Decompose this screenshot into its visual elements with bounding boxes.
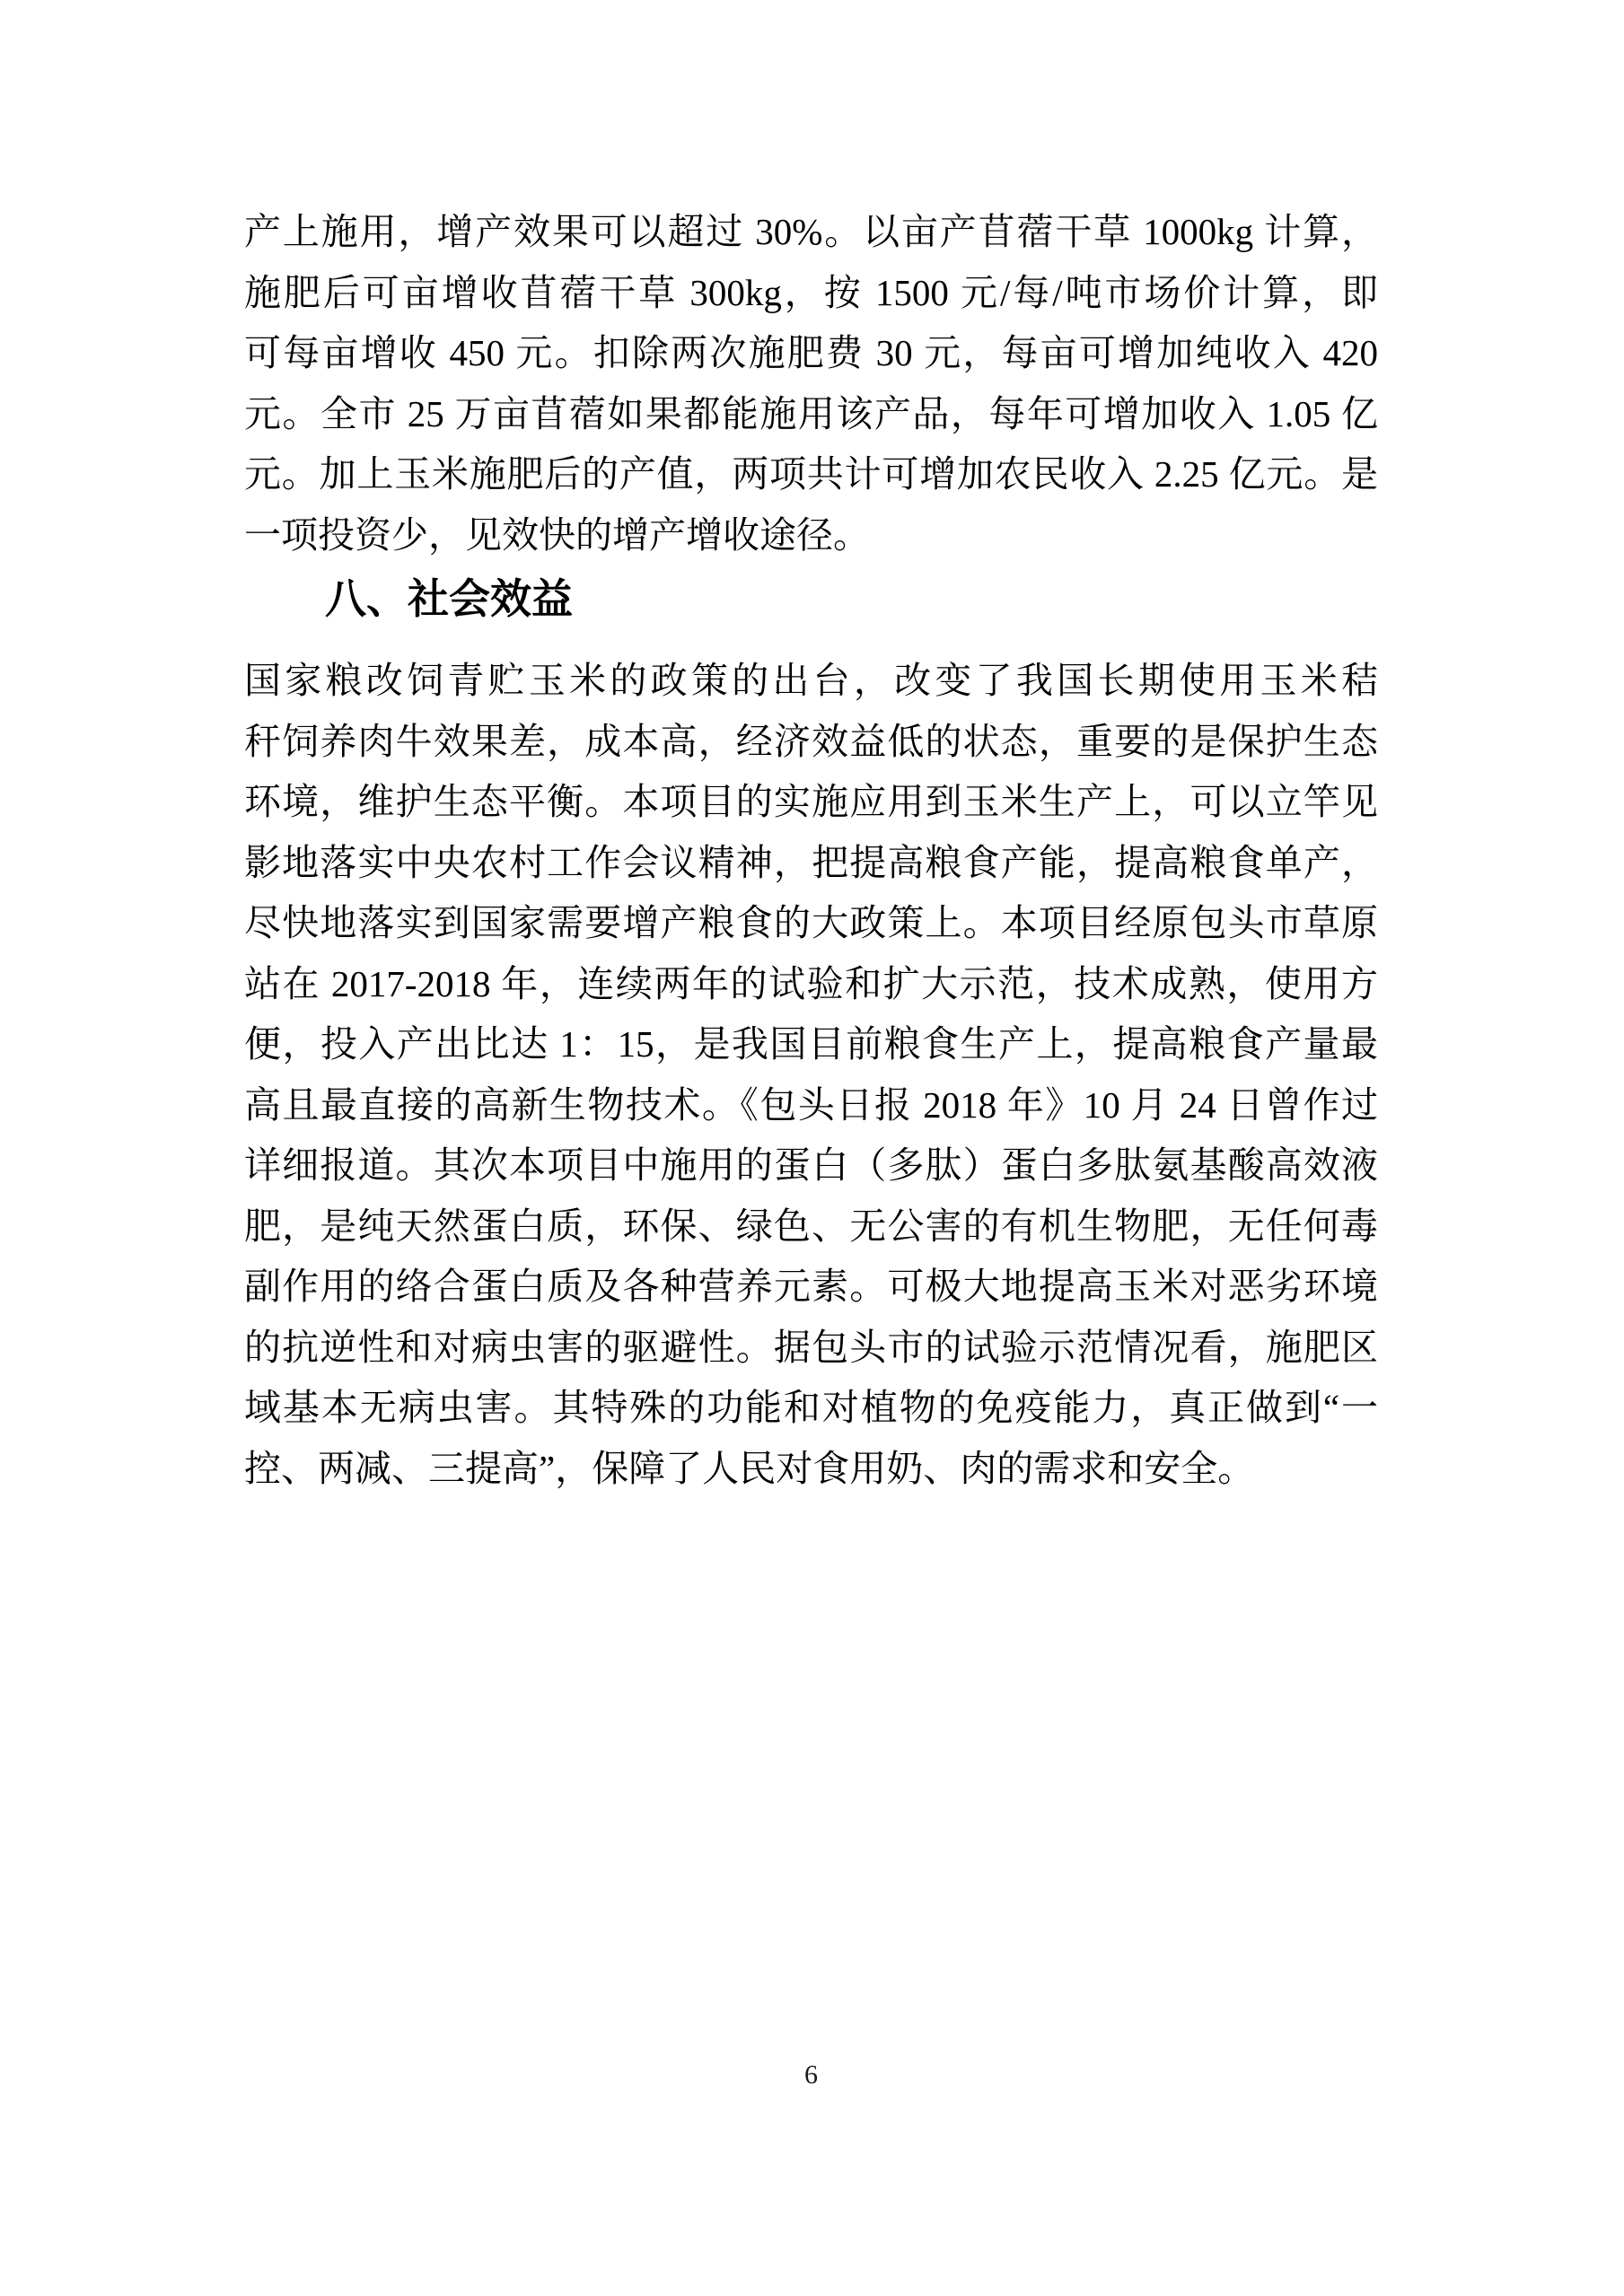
body-line: 环境，维护生态平衡。本项目的实施应用到玉米生产上，可以立竿见: [244, 781, 1378, 822]
page-number: 6: [804, 2060, 818, 2090]
paragraph-social-benefit: [244, 651, 1378, 1499]
body-line: 一项投资少，见效快的增产增收途径。: [244, 513, 870, 556]
body-line: 产上施用，增产效果可以超过 30%。以亩产苜蓿干草 1000kg 计算，: [244, 211, 1378, 252]
body-line: 可每亩增收 450 元。扣除两次施肥费 30 元，每亩可增加纯收入 420: [244, 332, 1378, 373]
body-line: 影地落实中央农村工作会议精神，把提高粮食产能，提高粮食单产，: [244, 841, 1378, 883]
body-line: 详细报道。其次本项目中施用的蛋白（多肽）蛋白多肽氨基酸高效液: [244, 1144, 1378, 1186]
body-line: 便，投入产出比达 1：15，是我国目前粮食生产上，提高粮食产量最: [244, 1023, 1378, 1065]
paragraph-economic-benefit: [244, 202, 1378, 565]
body-line: 的抗逆性和对病虫害的驱避性。据包头市的试验示范情况看，施肥区: [244, 1326, 1378, 1368]
body-line: 元。加上玉米施肥后的产值，两项共计可增加农民收入 2.25 亿元。是: [244, 453, 1378, 495]
body-line: 国家粮改饲青贮玉米的政策的出台，改变了我国长期使用玉米秸: [244, 660, 1378, 701]
body-line: 秆饲养肉牛效果差，成本高，经济效益低的状态，重要的是保护生态: [244, 720, 1378, 762]
body-line: 肥，是纯天然蛋白质，环保、绿色、无公害的有机生物肥，无任何毒: [244, 1205, 1378, 1247]
body-line: 副作用的络合蛋白质及各种营养元素。可极大地提高玉米对恶劣环境: [244, 1266, 1378, 1307]
body-line: 元。全市 25 万亩苜蓿如果都能施用该产品，每年可增加收入 1.05 亿: [244, 392, 1378, 434]
body-line: 站在 2017-2018 年，连续两年的试验和扩大示范，技术成熟，使用方: [244, 962, 1378, 1004]
text-block: [244, 202, 1378, 1499]
body-line: 施肥后可亩增收苜蓿干草 300kg，按 1500 元/每/吨市场价计算，即: [244, 271, 1378, 313]
body-line: 高且最直接的高新生物技术。《包头日报 2018 年》10 月 24 日曾作过: [244, 1083, 1378, 1126]
section-heading: 八、社会效益: [325, 576, 573, 622]
body-line: 控、两减、三提高”，保障了人民对食用奶、肉的需求和安全。: [244, 1447, 1255, 1489]
body-line: 域基本无病虫害。其特殊的功能和对植物的免疫能力，真正做到“一: [244, 1387, 1378, 1428]
body-line: 尽快地落实到国家需要增产粮食的大政策上。本项目经原包头市草原: [244, 902, 1378, 943]
